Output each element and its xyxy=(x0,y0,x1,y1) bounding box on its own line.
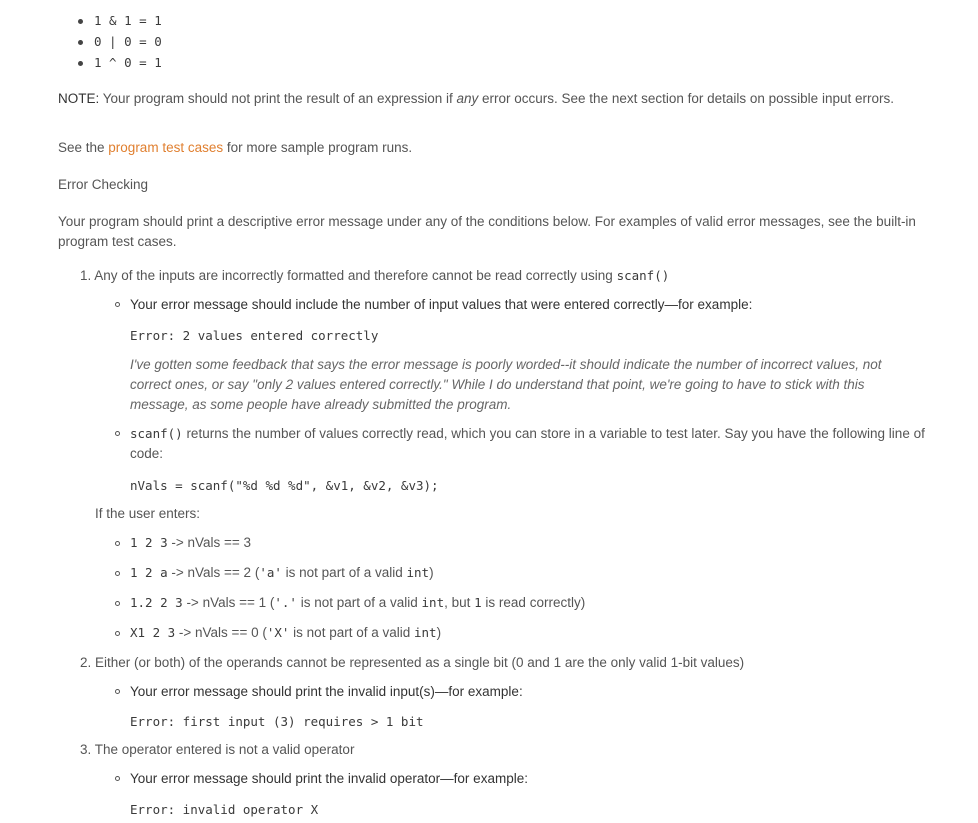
program-test-cases-link[interactable]: program test cases xyxy=(108,140,224,155)
inline-code: '.' xyxy=(274,595,297,610)
inline-code: int xyxy=(414,625,437,640)
inline-code: int xyxy=(421,595,445,610)
sub-item-text xyxy=(130,424,925,464)
case-result: -> nVals == 3 xyxy=(167,535,252,550)
bullet xyxy=(78,19,83,24)
sub-bullet xyxy=(115,431,120,436)
case-result: -> nVals == 1 ( xyxy=(182,595,275,610)
sub-bullet xyxy=(115,541,120,546)
case-input: 1 2 a xyxy=(130,565,168,580)
instructor-note: I've gotten some feedback that says the error message is poorly worded--it should indicate the number of incorrect values, not correct ones, or say "only 2 values entered correctly." While I do understand that point, we're going to have to stick with this message, as some people have already submitted the program. xyxy=(130,357,882,412)
code-example: Error: 2 values entered correctly xyxy=(130,328,379,343)
case-text: ) xyxy=(436,625,442,640)
list-number: 3. xyxy=(80,742,92,757)
inline-code: scanf() xyxy=(130,426,183,441)
see-also-prefix: See the xyxy=(58,140,109,155)
case-result: -> nVals == 2 ( xyxy=(167,565,260,580)
inline-code: scanf() xyxy=(616,268,670,283)
list-item-1 xyxy=(80,268,669,283)
case-row xyxy=(130,595,585,610)
list-number: 1. xyxy=(80,268,92,283)
note-emphasis: any xyxy=(456,91,479,106)
case-row xyxy=(130,535,251,550)
list-item-3 xyxy=(80,742,354,757)
inline-code: 'X' xyxy=(266,625,290,640)
sub-item-text: Your error message should print the invalid input(s)—for example: xyxy=(130,684,523,699)
list-item-2 xyxy=(80,655,744,670)
case-row xyxy=(130,565,434,580)
sub-bullet xyxy=(115,601,120,606)
example-line: 1 & 1 = 1 xyxy=(94,13,162,28)
list-item-text: The operator entered is not a valid operator xyxy=(94,742,355,757)
sub-bullet xyxy=(115,631,120,636)
code-example: Error: invalid operator X xyxy=(130,802,319,817)
inline-code: 'a' xyxy=(259,565,282,580)
note-label: NOTE: xyxy=(58,91,100,106)
scanf-description: returns the number of values correctly read, which you can store in a variable to test later. Say you have the following line of code: xyxy=(130,426,925,461)
bullet xyxy=(78,40,83,45)
if-user-enters: If the user enters: xyxy=(95,506,201,521)
case-text: ) xyxy=(429,565,434,580)
example-line: 1 ^ 0 = 1 xyxy=(94,55,162,70)
case-text: is not part of a valid xyxy=(296,595,422,610)
example-line: 0 | 0 = 0 xyxy=(94,34,162,49)
code-line: nVals = scanf("%d %d %d", &v1, &v2, &v3); xyxy=(130,478,439,493)
code-example: Error: first input (3) requires > 1 bit xyxy=(130,714,424,729)
inline-code: 1 xyxy=(474,595,482,610)
case-row xyxy=(130,625,441,640)
section-title: Error Checking xyxy=(58,177,149,192)
inline-code: int xyxy=(406,565,430,580)
note-text: Your program should not print the result of an expression if xyxy=(99,91,457,106)
case-text: is read correctly) xyxy=(481,595,586,610)
case-text: , but xyxy=(444,595,475,610)
sub-bullet xyxy=(115,689,120,694)
bullet xyxy=(78,61,83,66)
list-item-text: Any of the inputs are incorrectly formatted and therefore cannot be read correctly using xyxy=(94,268,617,283)
note-paragraph xyxy=(58,89,908,109)
list-item-text: Either (or both) of the operands cannot be represented as a single bit (0 and 1 are the only valid 1-bit values) xyxy=(95,655,745,670)
case-input: 1.2 2 3 xyxy=(130,595,183,610)
sub-bullet xyxy=(115,571,120,576)
see-also-suffix: for more sample program runs. xyxy=(223,140,413,155)
note-text-end: error occurs. See the next section for details on possible input errors. xyxy=(478,91,894,106)
list-number: 2. xyxy=(80,655,92,670)
see-also xyxy=(58,140,412,155)
intro-paragraph: Your program should print a descriptive error message under any of the conditions below. For examples of valid error messages, see the built-in program test cases. xyxy=(58,214,916,249)
sub-item-text: Your error message should include the number of input values that were entered correctly—for example: xyxy=(130,297,753,312)
sub-item-text: Your error message should print the invalid operator—for example: xyxy=(130,771,528,786)
case-input: X1 2 3 xyxy=(130,625,176,640)
sub-bullet xyxy=(115,302,120,307)
sub-bullet xyxy=(115,776,120,781)
case-input: 1 2 3 xyxy=(130,535,168,550)
case-text: is not part of a valid xyxy=(281,565,407,580)
case-text: is not part of a valid xyxy=(289,625,414,640)
case-result: -> nVals == 0 ( xyxy=(175,625,267,640)
